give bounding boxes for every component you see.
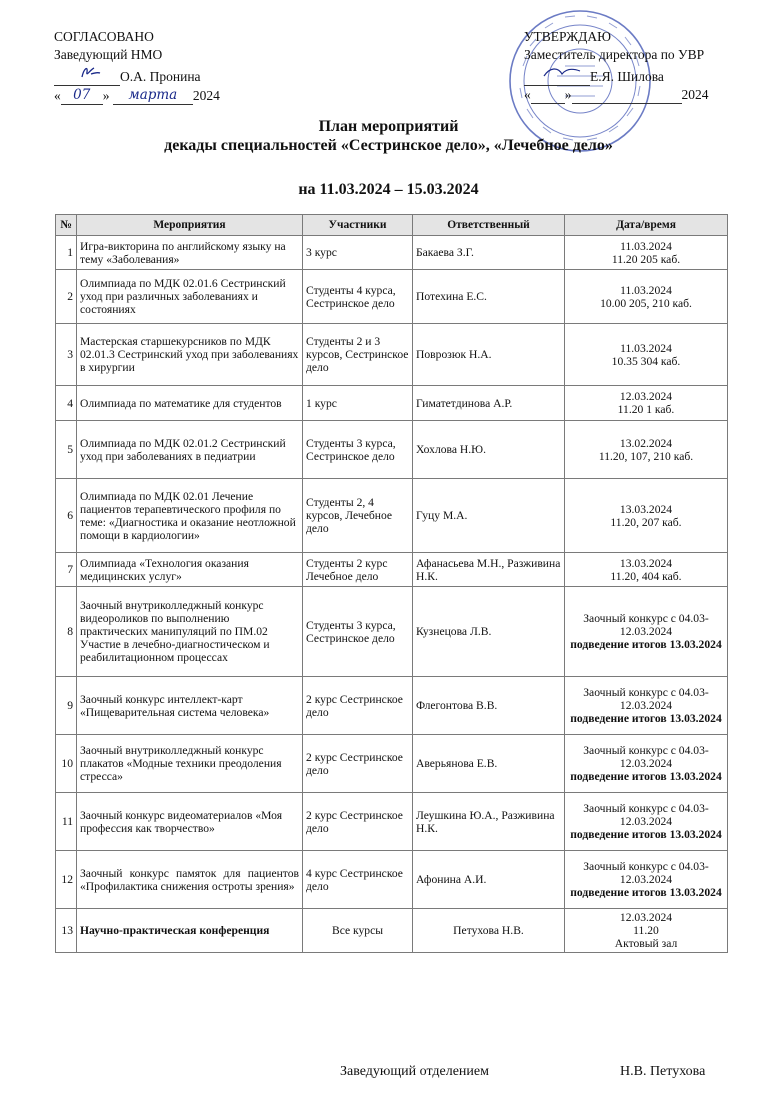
cell-datetime: 11.03.2024 10.35 304 каб. [565, 324, 728, 386]
cell-event: Олимпиада по математике для студентов [77, 386, 303, 421]
cell-participants: Студенты 4 курса, Сестринское дело [303, 270, 413, 324]
cell-responsible: Леушкина Ю.А., Разживина Н.К. [413, 793, 565, 851]
cell-num: 5 [56, 421, 77, 479]
cell-num: 9 [56, 677, 77, 735]
cell-num: 1 [56, 236, 77, 270]
approval-left-position: Заведующий НМО [54, 47, 163, 62]
cell-responsible: Поврозюк Н.А. [413, 324, 565, 386]
cell-participants: 1 курс [303, 386, 413, 421]
cell-num: 10 [56, 735, 77, 793]
cell-event: Игра-викторина по английскому языку на тему «Заболевания» [77, 236, 303, 270]
doc-subtitle: декады специальностей «Сестринское дело», «Лечебное дело» [164, 137, 613, 154]
cell-participants: Все курсы [303, 909, 413, 953]
approval-right-date: « » 2024 [524, 87, 709, 102]
cell-responsible: Бакаева З.Г. [413, 236, 565, 270]
cell-num: 8 [56, 587, 77, 677]
cell-datetime: 12.03.2024 11.20 Актовый зал [565, 909, 728, 953]
cell-responsible: Флегонтова В.В. [413, 677, 565, 735]
header-num: № [56, 215, 77, 236]
plan-table [55, 214, 728, 953]
doc-title: План мероприятий [318, 118, 459, 135]
cell-responsible: Хохлова Н.Ю. [413, 421, 565, 479]
cell-responsible: Аверьянова Е.В. [413, 735, 565, 793]
cell-responsible: Петухова Н.В. [413, 909, 565, 953]
table-row [56, 909, 728, 953]
approval-left-date: « 07 » марта 2024 [54, 87, 220, 103]
cell-datetime: 13.02.2024 11.20, 107, 210 каб. [565, 421, 728, 479]
cell-participants: 2 курс Сестринское дело [303, 793, 413, 851]
table-row [56, 735, 728, 793]
signature-right-icon [524, 64, 590, 86]
cell-num: 7 [56, 553, 77, 587]
cell-event: Олимпиада «Технология оказания медицинских услуг» [77, 553, 303, 587]
cell-datetime: Заочный конкурс с 04.03-12.03.2024 подведение итогов 13.03.2024 [565, 735, 728, 793]
cell-responsible: Потехина Е.С. [413, 270, 565, 324]
approval-right-name: Е.Я. Шилова [590, 69, 664, 84]
approval-left-month: марта [113, 86, 193, 105]
cell-participants: 2 курс Сестринское дело [303, 735, 413, 793]
cell-responsible: Гуцу М.А. [413, 479, 565, 553]
cell-datetime: 13.03.2024 11.20, 404 каб. [565, 553, 728, 587]
cell-num: 2 [56, 270, 77, 324]
cell-participants: Студенты 2 и 3 курсов, Сестринское дело [303, 324, 413, 386]
table-row [56, 479, 728, 553]
cell-responsible: Афанасьева М.Н., Разживина Н.К. [413, 553, 565, 587]
cell-datetime: Заочный конкурс с 04.03-12.03.2024 подведение итогов 13.03.2024 [565, 587, 728, 677]
cell-datetime: Заочный конкурс с 04.03-12.03.2024 подведение итогов 13.03.2024 [565, 851, 728, 909]
cell-event: Заочный внутриколледжный конкурс плакатов «Модные техники преодоления стресса» [77, 735, 303, 793]
cell-responsible: Кузнецова Л.В. [413, 587, 565, 677]
cell-event: Олимпиада по МДК 02.01.6 Сестринский уход при различных заболеваниях и состояниях [77, 270, 303, 324]
table-row [56, 793, 728, 851]
approval-right-year: 2024 [681, 87, 709, 102]
cell-num: 4 [56, 386, 77, 421]
cell-num: 6 [56, 479, 77, 553]
cell-num: 11 [56, 793, 77, 851]
cell-num: 12 [56, 851, 77, 909]
cell-datetime: Заочный конкурс с 04.03-12.03.2024 подведение итогов 13.03.2024 [565, 793, 728, 851]
approval-right [524, 28, 764, 104]
header-responsible: Ответственный [413, 215, 565, 236]
cell-event: Заочный конкурс видеоматериалов «Моя профессия как творчество» [77, 793, 303, 851]
cell-datetime: 11.03.2024 11.20 205 каб. [565, 236, 728, 270]
table-row [56, 270, 728, 324]
approval-right-position: Заместитель директора по УВР [524, 47, 705, 62]
doc-period: на 11.03.2024 – 15.03.2024 [298, 181, 479, 198]
cell-responsible: Гиматетдинова А.Р. [413, 386, 565, 421]
cell-datetime: 13.03.2024 11.20, 207 каб. [565, 479, 728, 553]
cell-event: Научно-практическая конференция [77, 909, 303, 953]
table-row [56, 386, 728, 421]
cell-num: 13 [56, 909, 77, 953]
approval-left-year: 2024 [192, 88, 220, 103]
cell-datetime: 11.03.2024 10.00 205, 210 каб. [565, 270, 728, 324]
cell-event: Заочный конкурс интеллект-карт «Пищеварительная система человека» [77, 677, 303, 735]
table-row [56, 421, 728, 479]
cell-datetime: Заочный конкурс с 04.03-12.03.2024 подведение итогов 13.03.2024 [565, 677, 728, 735]
approval-left-heading: СОГЛАСОВАНО [54, 29, 154, 44]
approval-right-heading: УТВЕРЖДАЮ [524, 29, 612, 44]
cell-participants: Студенты 2 курс Лечебное дело [303, 553, 413, 587]
cell-event: Заочный конкурс памяток для пациентов «Профилактика снижения остроты зрения» [77, 851, 303, 909]
cell-event: Олимпиада по МДК 02.01 Лечение пациентов терапевтического профиля по теме: «Диагностика и оказание неотложной помощи в кардиологии» [77, 479, 303, 553]
approval-right-signature-line [524, 64, 764, 86]
table-row [56, 677, 728, 735]
cell-participants: Студенты 3 курса, Сестринское дело [303, 587, 413, 677]
approval-left-signature-line [54, 64, 314, 86]
approval-left-name: О.А. Пронина [120, 69, 201, 84]
cell-event: Мастерская старшекурсников по МДК 02.01.3 Сестринский уход при заболеваниях в хирургии [77, 324, 303, 386]
cell-num: 3 [56, 324, 77, 386]
footer-position: Заведующий отделением [340, 1064, 489, 1079]
cell-participants: 4 курс Сестринское дело [303, 851, 413, 909]
cell-participants: Студенты 2, 4 курсов, Лечебное дело [303, 479, 413, 553]
header-datetime: Дата/время [565, 215, 728, 236]
cell-event: Заочный внутриколледжный конкурс видеороликов по выполнению практических манипуляций по ПМ.02 Участие в лечебно-диагностическом и реабилитационном процессах [77, 587, 303, 677]
cell-participants: 3 курс [303, 236, 413, 270]
table-row [56, 553, 728, 587]
cell-datetime: 12.03.2024 11.20 1 каб. [565, 386, 728, 421]
header-participants: Участники [303, 215, 413, 236]
cell-participants: Студенты 3 курса, Сестринское дело [303, 421, 413, 479]
table-row [56, 851, 728, 909]
table-header-row [56, 215, 728, 236]
cell-participants: 2 курс Сестринское дело [303, 677, 413, 735]
signature-left-icon [54, 64, 120, 86]
table-row [56, 236, 728, 270]
approval-left [54, 28, 314, 105]
cell-responsible: Афонина А.И. [413, 851, 565, 909]
table-row [56, 587, 728, 677]
approval-left-day: 07 [61, 86, 103, 105]
table-row [56, 324, 728, 386]
footer-name: Н.В. Петухова [620, 1064, 706, 1079]
cell-event: Олимпиада по МДК 02.01.2 Сестринский уход при заболеваниях в педиатрии [77, 421, 303, 479]
header-event: Мероприятия [77, 215, 303, 236]
